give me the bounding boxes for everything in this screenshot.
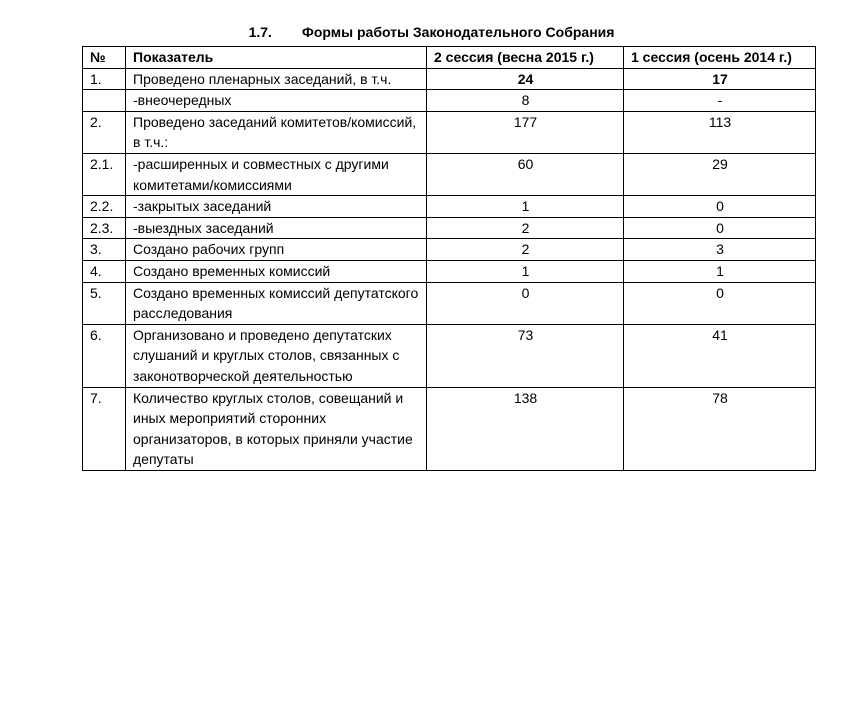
row-session-2-value: 0 <box>427 282 624 324</box>
row-number: 1. <box>83 68 126 90</box>
table-row <box>83 196 816 218</box>
table-row <box>83 111 816 153</box>
row-session-2-value: 1 <box>427 196 624 218</box>
row-session-2-value: 8 <box>427 90 624 112</box>
row-session-1-value: 17 <box>624 68 816 90</box>
table-row <box>83 239 816 261</box>
table-row <box>83 153 816 195</box>
row-number: 5. <box>83 282 126 324</box>
row-number: 6. <box>83 324 126 387</box>
row-label: Количество круглых столов, совещаний и иных мероприятий сторонних организаторов, в которых приняли участие депутаты <box>126 387 427 470</box>
row-number: 2. <box>83 111 126 153</box>
row-session-2-value: 24 <box>427 68 624 90</box>
header-number: № <box>83 47 126 69</box>
sessions-table <box>82 46 816 471</box>
section-number: 1.7. <box>248 24 272 40</box>
row-label: Проведено пленарных заседаний, в т.ч. <box>126 68 427 90</box>
row-label: Организовано и проведено депутатских слушаний и круглых столов, связанных с законотворческой деятельностью <box>126 324 427 387</box>
row-session-1-value: 0 <box>624 217 816 239</box>
table-row <box>83 387 816 470</box>
row-session-2-value: 60 <box>427 153 624 195</box>
table-row <box>83 260 816 282</box>
row-label: Проведено заседаний комитетов/комиссий, в т.ч.: <box>126 111 427 153</box>
row-session-2-value: 138 <box>427 387 624 470</box>
row-label: -расширенных и совместных с другими комитетами/комиссиями <box>126 153 427 195</box>
row-session-1-value: 0 <box>624 282 816 324</box>
row-number: 4. <box>83 260 126 282</box>
row-session-2-value: 2 <box>427 239 624 261</box>
row-session-1-value: 3 <box>624 239 816 261</box>
row-session-2-value: 1 <box>427 260 624 282</box>
row-session-1-value: 1 <box>624 260 816 282</box>
section-heading <box>0 22 863 42</box>
row-label: Создано временных комиссий депутатского расследования <box>126 282 427 324</box>
row-number: 3. <box>83 239 126 261</box>
header-session-1: 1 сессия (осень 2014 г.) <box>624 47 816 69</box>
row-number: 2.1. <box>83 153 126 195</box>
row-session-1-value: 29 <box>624 153 816 195</box>
row-number <box>83 90 126 112</box>
row-label: Создано временных комиссий <box>126 260 427 282</box>
row-number: 2.2. <box>83 196 126 218</box>
table-row <box>83 324 816 387</box>
table-row <box>83 68 816 90</box>
row-number: 2.3. <box>83 217 126 239</box>
row-session-2-value: 2 <box>427 217 624 239</box>
table-row <box>83 90 816 112</box>
table-row <box>83 217 816 239</box>
row-session-1-value: 78 <box>624 387 816 470</box>
table-row <box>83 282 816 324</box>
table-header-row <box>83 47 816 69</box>
row-session-1-value: 0 <box>624 196 816 218</box>
row-label: Создано рабочих групп <box>126 239 427 261</box>
row-label: -внеочередных <box>126 90 427 112</box>
header-indicator: Показатель <box>126 47 427 69</box>
row-number: 7. <box>83 387 126 470</box>
section-title: Формы работы Законодательного Собрания <box>301 24 615 40</box>
row-session-1-value: 41 <box>624 324 816 387</box>
row-session-2-value: 177 <box>427 111 624 153</box>
row-session-1-value: - <box>624 90 816 112</box>
row-session-2-value: 73 <box>427 324 624 387</box>
row-session-1-value: 113 <box>624 111 816 153</box>
row-label: -выездных заседаний <box>126 217 427 239</box>
header-session-2: 2 сессия (весна 2015 г.) <box>427 47 624 69</box>
row-label: -закрытых заседаний <box>126 196 427 218</box>
